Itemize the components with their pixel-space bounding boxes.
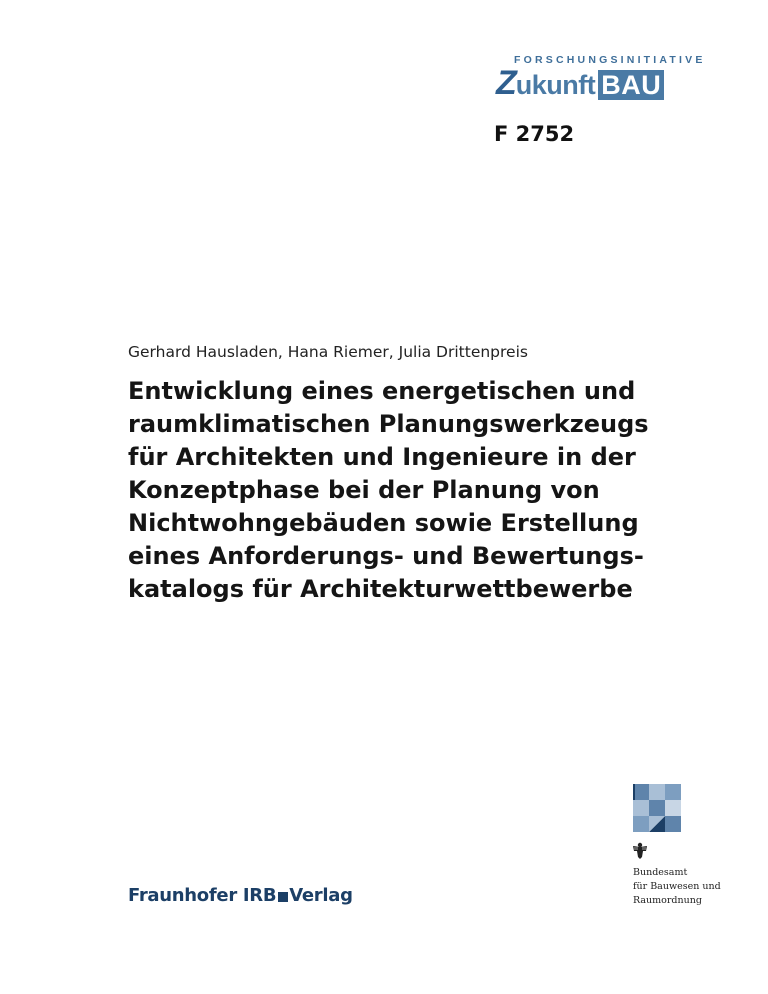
publisher-logo [128,885,353,906]
logo-bau: BAU [598,70,664,100]
federal-eagle-icon [632,842,648,860]
title-line: Konzeptphase bei der Planung von [128,476,600,504]
title-line: Nichtwohngebäuden sowie Erstellung [128,509,639,537]
title-line: eines Anforderungs- und Bewertungs- [128,542,644,570]
publisher-verlag: Verlag [289,885,353,906]
report-number: F 2752 [494,122,575,146]
logo-wordmark [496,64,664,100]
logo-z: Z [496,64,516,102]
title-line: Entwicklung eines energetischen und [128,377,636,405]
authors: Gerhard Hausladen, Hana Riemer, Julia Drittenpreis [128,343,528,361]
title-line: für Architekten und Ingenieure in der [128,443,636,471]
agency-name [633,866,721,908]
logo-ukunft: ukunft [515,70,596,100]
document-title [128,375,648,606]
title-line: katalogs für Architekturwettbewerbe [128,575,633,603]
agency-line: Raumordnung [633,895,702,906]
publisher-square-icon [278,892,288,902]
logo-kicker: FORSCHUNGSINITIATIVE [514,54,706,66]
publisher-name: Fraunhofer IRB [128,885,277,906]
agency-line: für Bauwesen und [633,881,721,892]
bbr-logo-mark [633,784,681,832]
zukunft-bau-logo [496,54,712,100]
agency-line: Bundesamt [633,867,688,878]
title-line: raumklimatischen Planungswerkzeugs [128,410,649,438]
